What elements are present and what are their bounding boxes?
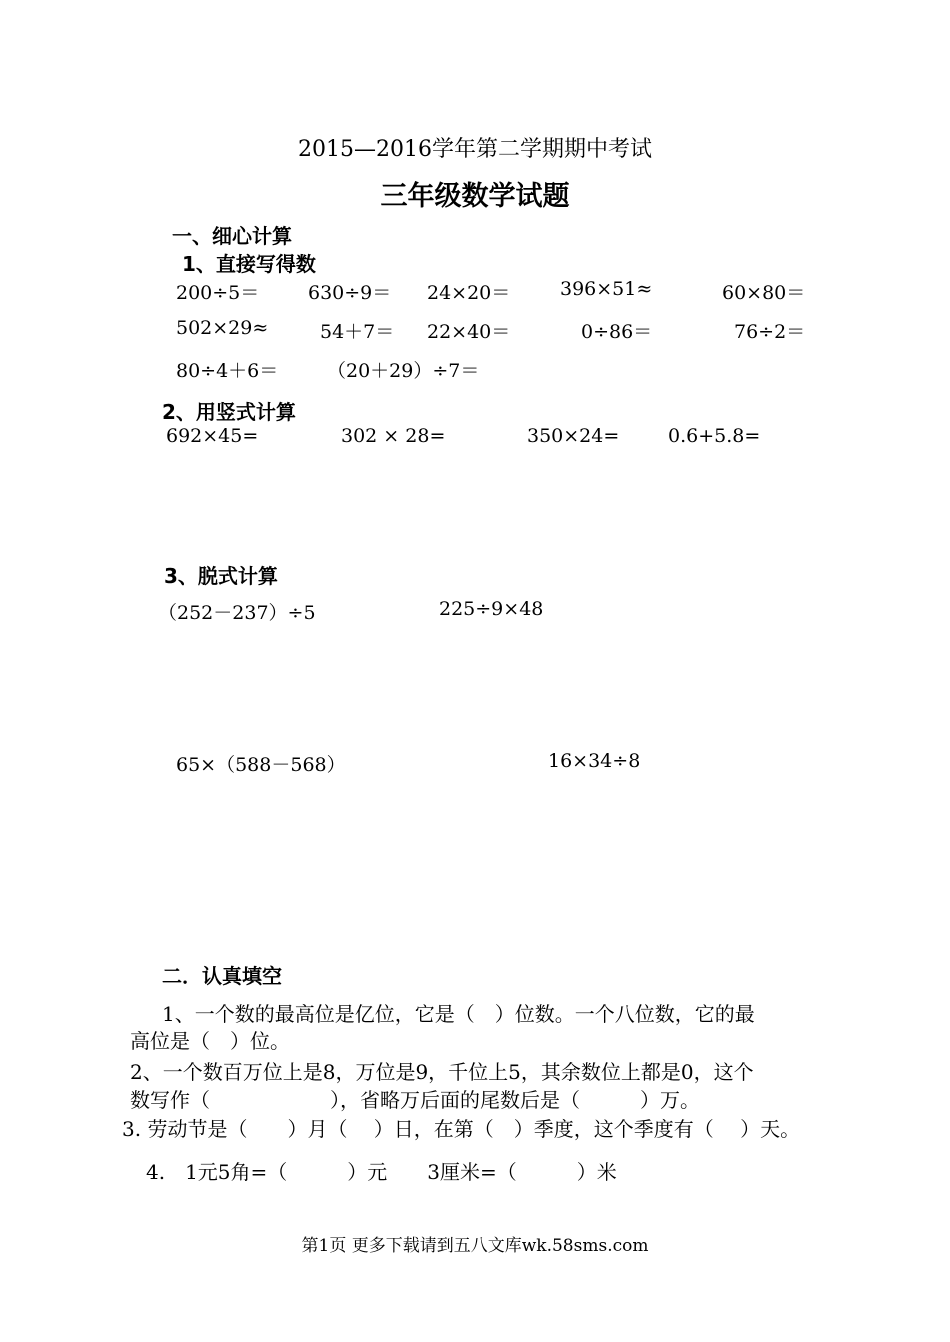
vertical-calc-item: 0.6+5.8= xyxy=(668,425,761,447)
calc-item: 396×51≈ xyxy=(560,278,653,300)
stepwise-calc-item: （252－237）÷5 xyxy=(158,602,316,624)
stepwise-calc-item: 16×34÷8 xyxy=(548,750,641,772)
calc-item: 60×80＝ xyxy=(722,282,806,304)
vertical-calc-item: 350×24= xyxy=(527,425,620,447)
stepwise-calc-item: 225÷9×48 xyxy=(439,598,544,620)
fill-question-3: 3. 劳动节是（ ）月（ ）日，在第（ ）季度，这个季度有（ ）天。 xyxy=(122,1117,801,1141)
page-footer: 第1页 更多下载请到五八文库wk.58sms.com xyxy=(301,1236,649,1256)
calc-item: 76÷2＝ xyxy=(734,321,806,343)
part3-heading: 3、脱式计算 xyxy=(164,564,278,588)
fill-question-1-line2: 高位是（ ）位。 xyxy=(130,1029,290,1053)
calc-item: 54＋7＝ xyxy=(320,321,395,343)
calc-item: 200÷5＝ xyxy=(176,282,260,304)
vertical-calc-item: 302 × 28= xyxy=(341,425,446,447)
calc-item: 24×20＝ xyxy=(427,282,511,304)
vertical-calc-item: 692×45= xyxy=(166,425,259,447)
stepwise-calc-item: 65×（588－568） xyxy=(176,754,346,776)
calc-item: （20＋29）÷7＝ xyxy=(327,360,480,382)
fill-question-2-line1: 2、一个数百万位上是8，万位是9，千位上5，其余数位上都是0，这个 xyxy=(130,1060,754,1084)
calc-item: 80÷4＋6＝ xyxy=(176,360,279,382)
section2-heading: 二．认真填空 xyxy=(162,964,282,988)
exam-subtitle: 三年级数学试题 xyxy=(380,181,570,212)
calc-item: 630÷9＝ xyxy=(308,282,392,304)
calc-item: 0÷86＝ xyxy=(581,321,653,343)
section1-heading: 一、细心计算 xyxy=(172,224,292,248)
fill-question-2-line2: 数写作（ ），省略万后面的尾数后是（ ）万。 xyxy=(130,1088,700,1112)
exam-title: 2015—2016学年第二学期期中考试 xyxy=(298,137,652,162)
fill-question-1-line1: 1、一个数的最高位是亿位，它是（ ）位数。一个八位数，它的最 xyxy=(162,1002,755,1026)
fill-question-4: 4. 1元5角=（ ）元 3厘米=（ ）米 xyxy=(146,1160,617,1184)
part2-heading: 2、用竖式计算 xyxy=(162,400,296,424)
calc-item: 22×40＝ xyxy=(427,321,511,343)
part1-heading: 1、直接写得数 xyxy=(182,252,316,276)
calc-item: 502×29≈ xyxy=(176,317,269,339)
